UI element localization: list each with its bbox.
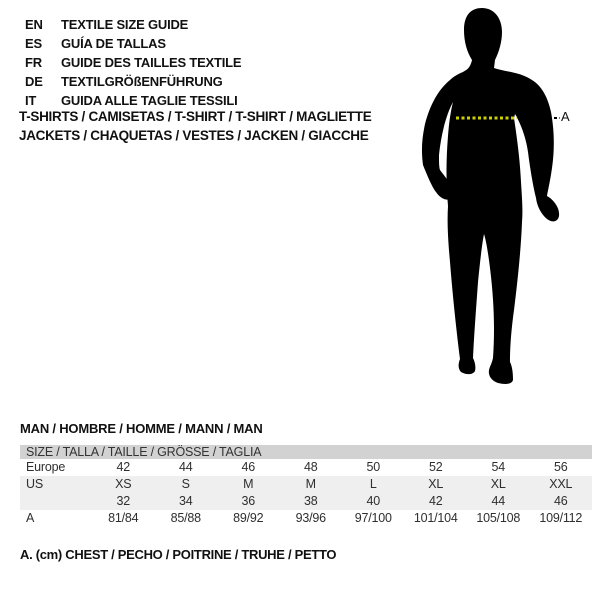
cell: S bbox=[181, 477, 190, 491]
gender-heading: MAN / HOMBRE / HOMME / MANN / MAN bbox=[20, 421, 263, 436]
language-row bbox=[25, 34, 241, 53]
cell: XXL bbox=[549, 477, 573, 491]
category-jackets: JACKETS / CHAQUETAS / VESTES / JACKEN / GIACCHE bbox=[19, 127, 369, 143]
language-code: ES bbox=[25, 36, 42, 51]
cell: 42 bbox=[116, 460, 130, 474]
language-title: TEXTILGRÖßENFÜHRUNG bbox=[61, 74, 223, 89]
category-tshirts: T-SHIRTS / CAMISETAS / T-SHIRT / T-SHIRT / MAGLIETTE bbox=[19, 109, 372, 124]
size-table-header: SIZE / TALLA / TAILLE / GRÖSSE / TAGLIA bbox=[20, 445, 592, 459]
size-table bbox=[20, 445, 592, 527]
row-label: Europe bbox=[26, 460, 66, 474]
language-code: FR bbox=[25, 55, 42, 70]
cell: 56 bbox=[553, 460, 568, 474]
cell: 54 bbox=[491, 460, 505, 474]
language-title: TEXTILE SIZE GUIDE bbox=[61, 17, 189, 32]
language-list bbox=[25, 15, 241, 110]
table-row-europe bbox=[20, 459, 592, 476]
language-row bbox=[25, 72, 241, 91]
man-figure bbox=[410, 0, 600, 400]
cell: 93/96 bbox=[295, 511, 326, 525]
cell: 32 bbox=[116, 494, 130, 508]
cell: XL bbox=[428, 477, 444, 491]
cell: 42 bbox=[428, 494, 443, 508]
cell: 85/88 bbox=[170, 511, 201, 525]
row-label: A bbox=[26, 511, 35, 525]
cell: 52 bbox=[428, 460, 443, 474]
language-code: EN bbox=[25, 17, 43, 32]
row-label bbox=[20, 493, 92, 510]
language-row bbox=[25, 53, 241, 72]
cell: 46 bbox=[241, 460, 255, 474]
language-code: IT bbox=[25, 93, 37, 108]
table-row-us bbox=[20, 476, 592, 493]
cell: 40 bbox=[366, 494, 380, 508]
row-label: US bbox=[26, 477, 43, 491]
language-title: GUÍA DE TALLAS bbox=[61, 36, 166, 51]
man-silhouette-icon bbox=[410, 0, 600, 400]
cell: 109/112 bbox=[539, 511, 583, 525]
cell: 89/92 bbox=[233, 511, 264, 525]
language-title: GUIDA ALLE TAGLIE TESSILI bbox=[61, 93, 238, 108]
cell: 38 bbox=[303, 494, 318, 508]
cell: 44 bbox=[178, 460, 193, 474]
garment-categories bbox=[19, 108, 371, 145]
cell: 48 bbox=[303, 460, 318, 474]
cell: XL bbox=[490, 477, 506, 491]
cell: XS bbox=[115, 477, 132, 491]
cell: 97/100 bbox=[354, 511, 392, 525]
cell: 105/108 bbox=[476, 511, 521, 525]
cell: L bbox=[369, 477, 377, 491]
table-row-chest bbox=[20, 510, 592, 527]
cell: M bbox=[305, 477, 316, 491]
cell: 44 bbox=[491, 494, 505, 508]
language-row bbox=[25, 15, 241, 34]
language-code: DE bbox=[25, 74, 43, 89]
cell: 36 bbox=[241, 494, 255, 508]
measurement-note: A. (cm) CHEST / PECHO / POITRINE / TRUHE / PETTO bbox=[20, 547, 337, 562]
cell: 101/104 bbox=[413, 511, 458, 525]
language-title: GUIDE DES TAILLES TEXTILE bbox=[61, 55, 242, 70]
cell: 34 bbox=[178, 494, 193, 508]
cell: 50 bbox=[366, 460, 380, 474]
table-row-us-numeric bbox=[20, 493, 592, 510]
measure-label-a: A bbox=[561, 109, 570, 124]
cell: 81/84 bbox=[108, 511, 139, 525]
cell: M bbox=[243, 477, 254, 491]
cell: 46 bbox=[553, 494, 568, 508]
